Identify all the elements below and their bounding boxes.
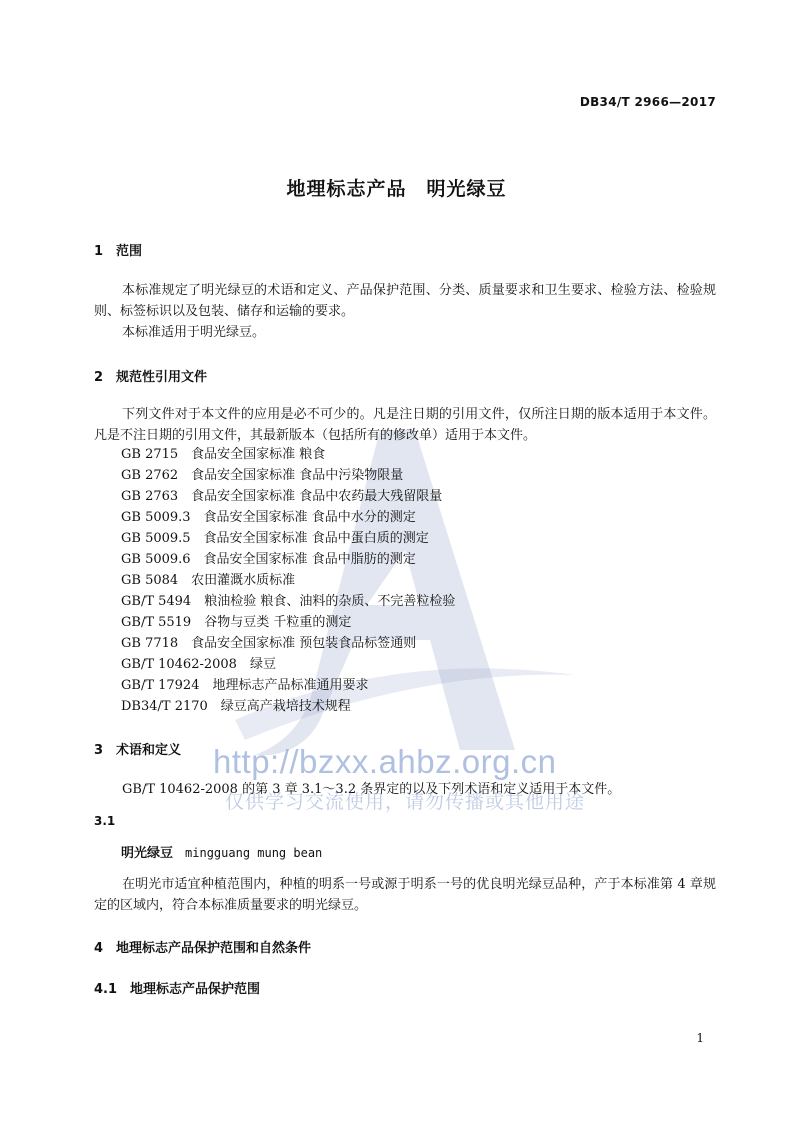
reference-item: GB/T 5494 粮油检验 粮食、油料的杂质、不完善粒检验 — [121, 594, 456, 609]
reference-item: GB 5009.6 食品安全国家标准 食品中脂肪的测定 — [121, 552, 416, 567]
watermark-note: 仅供学习交流使用，请勿传播或其他用途 — [225, 791, 586, 813]
watermark-url: http://bzxx.ahbz.org.cn — [213, 743, 557, 780]
section-title: 规范性引用文件 — [116, 370, 208, 385]
reference-item: GB/T 10462-2008 绿豆 — [121, 657, 276, 672]
section-1-heading — [94, 240, 142, 259]
reference-item: GB/T 17924 地理标志产品标准通用要求 — [121, 678, 369, 693]
section-number: 4.1 — [94, 982, 118, 997]
term-number: 3.1 — [94, 814, 116, 828]
term-english: mingguang mung bean — [185, 846, 323, 860]
section-title: 地理标志产品保护范围 — [130, 982, 261, 997]
reference-item: GB 2715 食品安全国家标准 粮食 — [121, 447, 326, 462]
section-4-heading — [94, 937, 311, 956]
reference-item: GB 7718 食品安全国家标准 预包装食品标签通则 — [121, 636, 417, 651]
section-number: 3 — [94, 743, 104, 758]
term-chinese: 明光绿豆 — [121, 846, 174, 861]
section-3-heading — [94, 739, 181, 758]
section-1-paragraph-2: 本标准适用于明光绿豆。 — [122, 325, 266, 340]
section-title: 地理标志产品保护范围和自然条件 — [116, 941, 312, 956]
section-number: 2 — [94, 370, 104, 385]
document-title: 地理标志产品 明光绿豆 — [286, 178, 507, 200]
section-1-paragraph-1: 本标准规定了明光绿豆的术语和定义、产品保护范围、分类、质量要求和卫生要求、检验方法、检验规则、标签标识以及包装、储存和运输的要求。 — [94, 283, 716, 319]
reference-item: GB 5009.5 食品安全国家标准 食品中蛋白质的测定 — [121, 531, 429, 546]
section-number: 1 — [94, 244, 104, 259]
page-number: 1 — [696, 1031, 704, 1045]
reference-item: GB/T 5519 谷物与豆类 千粒重的测定 — [121, 615, 352, 630]
reference-item: GB 2763 食品安全国家标准 食品中农药最大残留限量 — [121, 489, 443, 504]
section-title: 范围 — [116, 244, 143, 259]
normative-reference-list — [121, 444, 455, 717]
section-2-paragraph-1: 下列文件对于本文件的应用是必不可少的。凡是注日期的引用文件，仅所注日期的版本适用于本文件。凡是不注日期的引用文件，其最新版本（包括所有的修改单）适用于本文件。 — [94, 407, 716, 443]
reference-item: DB34/T 2170 绿豆高产栽培技术规程 — [121, 699, 351, 714]
term-name — [121, 842, 322, 861]
reference-item: GB 5009.3 食品安全国家标准 食品中水分的测定 — [121, 510, 416, 525]
reference-item: GB 2762 食品安全国家标准 食品中污染物限量 — [121, 468, 404, 483]
section-4-1-heading — [94, 978, 260, 997]
section-title: 术语和定义 — [116, 743, 182, 758]
term-definition: 在明光市适宜种植范围内，种植的明系一号或源于明系一号的优良明光绿豆品种，产于本标准第 4 章规定的区域内，符合本标准质量要求的明光绿豆。 — [94, 877, 716, 913]
reference-item: GB 5084 农田灌溉水质标准 — [121, 573, 296, 588]
section-3-paragraph-1: GB/T 10462-2008 的第 3 章 3.1～3.2 条界定的以及下列术语和定义适用于本文件。 — [122, 782, 621, 797]
section-2-heading — [94, 366, 207, 385]
standard-code: DB34/T 2966—2017 — [579, 95, 716, 109]
section-number: 4 — [94, 941, 104, 956]
